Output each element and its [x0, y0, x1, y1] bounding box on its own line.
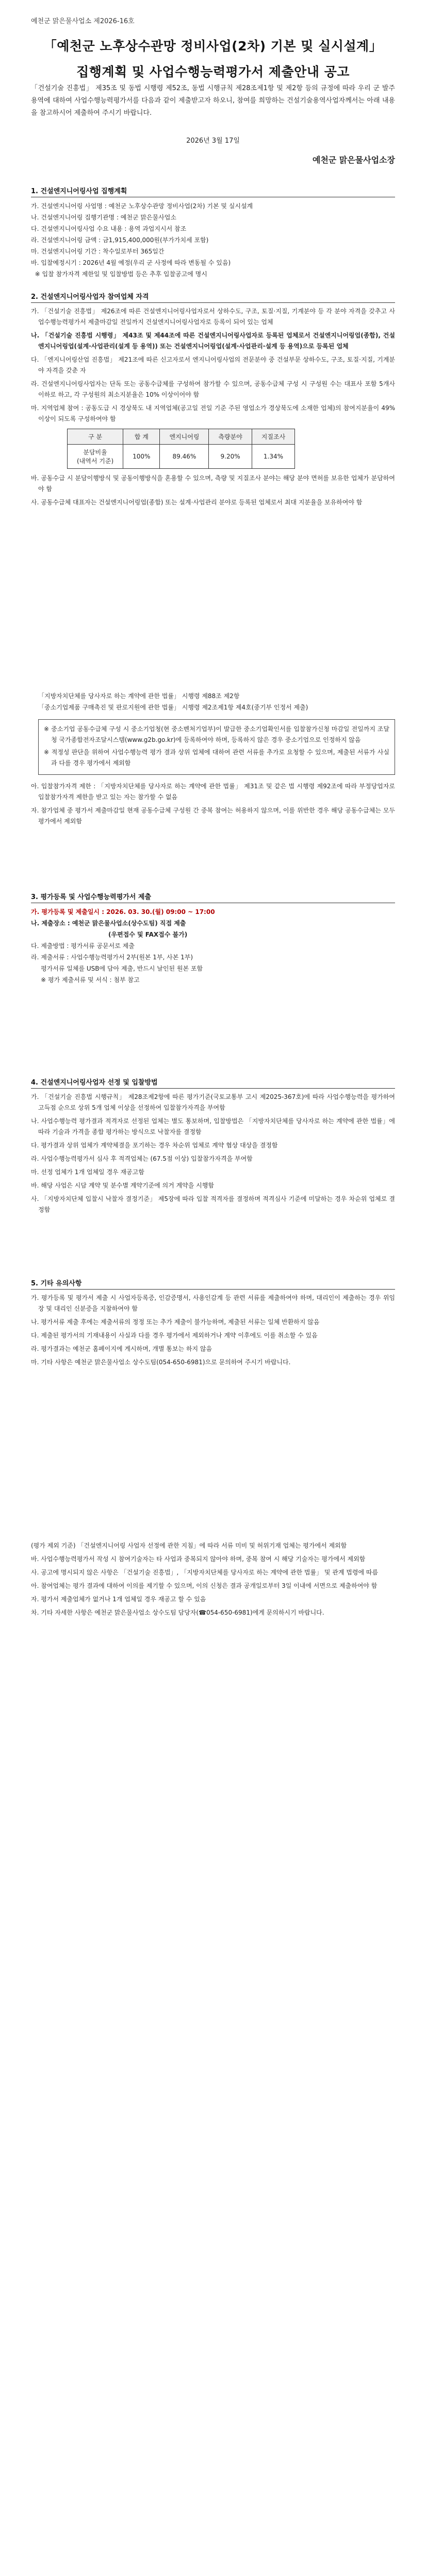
section-4-para: 라. 사업수행능력평가서 심사 후 적격업체는 (67.5점 이상) 입찰참가자격을 부여함	[31, 1155, 253, 1162]
section-1-title: 1. 건설엔지니어링사업 집행계획	[31, 185, 395, 197]
submission-note: (우편접수 및 FAX접수 불가)	[108, 931, 188, 938]
notes-block	[31, 690, 395, 829]
table-row	[68, 445, 295, 469]
section-3-title: 3. 평가등록 및 사업수행능력평가서 제출	[31, 891, 395, 903]
intro-paragraph: 「건설기술 진흥법」 제35조 및 동법 시행령 제52조, 동법 시행규칙 제28조제1항 및 제2항 등의 규정에 따라 우리 군 발주 용역에 대하여 사업수행능력평가서를 다음과 같이 제출받고자 하오니, 참여를 희망하는 건설기술용역사업자께서는 아래 내용을 참고하시어 제출하여 주시기 바랍니다.	[31, 84, 395, 117]
section-2-para: 나. 「건설기술 진흥법 시행령」 제43조 및 제44조에 따른 건설엔지니어링사업자로 등록된 업체로서 건설엔지니어링업(종합), 건설엔지니어링업(설계·사업관리(설계 등 용역)) 또는 건설엔지니어링업(설계·사업관리·설계 등 용역)으로 등록된 업체	[31, 332, 395, 350]
section-1-note: ※ 입찰 참가자격 제한일 및 입찰방법 등은 추후 입찰공고에 명시	[31, 270, 207, 278]
notice-date: 2026년 3월 17일	[186, 137, 240, 145]
section-1-item: 바. 입찰예정시기 : 2026년 4월 예정(우리 군 사정에 따라 변동될 수 있음)	[31, 259, 231, 266]
section-3	[31, 891, 395, 986]
section-3-item: 다. 제출방법 : 평가서류 공문서로 제출	[31, 942, 135, 950]
section-2-para: 다. 「엔지니어링산업 진흥법」 제21조에 따른 신고자로서 엔지니어링사업의 전문분야 중 건설부문 상하수도, 구조, 토질·지질, 기계분야 자격을 갖춘 자	[31, 356, 395, 374]
title-line-2: 집행계획 및 사업수행능력평가서 제출안내 공고	[76, 64, 350, 79]
section-4-title: 4. 건설엔지니어링사업자 선정 및 입찰방법	[31, 1077, 395, 1089]
section-3-item: 라. 제출서류 : 사업수행능력평가서 2부(원본 1부, 사본 1부)	[31, 954, 193, 961]
section-1-item: 나. 건설엔지니어링 집행기관명 : 예천군 맑은물사업소	[31, 214, 176, 221]
table-header: 구 분	[68, 429, 123, 445]
section-2-title: 2. 건설엔지니어링사업자 참여업체 자격	[31, 291, 395, 303]
section-5-para: 나. 평가서류 제출 후에는 제출서류의 정정 또는 추가 제출이 불가능하며, 제출된 서류는 일체 반환하지 않음	[31, 1318, 320, 1326]
submission-period: 가. 평가등록 및 제출일시 : 2026. 03. 30.(월) 09:00 ~ 17:00	[31, 908, 215, 916]
section-1-item: 가. 건설엔지니어링 사업명 : 예천군 노후상수관망 정비사업(2차) 기본 및 실시설계	[31, 202, 253, 210]
section-5-para: 아. 참여업체는 평가 결과에 대하여 이의를 제기할 수 있으며, 이의 신청은 결과 공개일로부터 3일 이내에 서면으로 제출하여야 함	[31, 1582, 378, 1589]
section-4-para: 가. 「건설기술 진흥법 시행규칙」 제28조제2항에 따른 평가기준(국토교통부 고시 제2025-367호)에 따라 사업수행능력을 평가하여 고득점 순으로 상위 5개 업체 이상을 선정하여 입찰참가자격을 부여함	[31, 1093, 395, 1111]
share-ratio-table	[67, 429, 295, 469]
issuer-name: 예천군 맑은물사업소장	[312, 155, 395, 165]
section-5-para: 가. 평가등록 및 평가서 제출 시 사업자등록증, 인감증명서, 사용인감계 등 관련 서류를 제출하여야 하며, 대리인이 제출하는 경우 위임장 및 대리인 신분증을 지참하여야 함	[31, 1294, 395, 1312]
section-1-item: 마. 건설엔지니어링 기간 : 착수일로부터 365일간	[31, 248, 165, 255]
section-1-item: 라. 건설엔지니어링 금액 : 금1,915,400,000원(부가가치세 포함)	[31, 236, 209, 244]
table-cell: 100%	[123, 445, 160, 469]
section-4	[31, 1077, 395, 1218]
section-1-item: 다. 건설엔지니어링사업 수요 내용 : 용역 과업지시서 참조	[31, 225, 187, 232]
section-3-item: 평가서류 일체를 USB에 담아 제출, 반드시 날인된 원본 포함	[31, 965, 203, 972]
section-2-para: 바. 공동수급 시 분담이행방식 및 공동이행방식을 혼용할 수 있으며, 측량 및 지질조사 분야는 해당 분야 면허를 보유한 업체가 분담하여야 함	[31, 474, 395, 493]
table-header: 지질조사	[252, 429, 294, 445]
section-4-para: 바. 해당 사업은 시담 계약 및 분수별 계약기준에 의거 계약을 시행함	[31, 1182, 214, 1189]
section-5-para: 바. 사업수행능력평가서 작성 시 참여기술자는 타 사업과 중복되지 않아야 하며, 중복 참여 시 해당 기술자는 평가에서 제외함	[31, 1555, 366, 1563]
box-note: ※ 적정성 판단을 위하여 사업수행능력 평가 결과 상위 업체에 대하여 관련 서류를 추가로 요청할 수 있으며, 제출된 서류가 사실과 다를 경우 평가에서 제외함	[44, 749, 389, 767]
title-line-1: 「예천군 노후상수관망 정비사업(2차) 기본 및 실시설계」	[43, 39, 383, 54]
section-4-para: 다. 평가결과 상위 업체가 계약체결을 포기하는 경우 차순위 업체로 계약 협상 대상을 결정함	[31, 1142, 278, 1149]
section-5-para: 라. 평가결과는 예천군 홈페이지에 게시하며, 개별 통보는 하지 않음	[31, 1345, 212, 1352]
table-cell: 분담비율 (내역서 기준)	[68, 445, 123, 469]
section-4-para: 나. 사업수행능력 평가결과 적격자로 선정된 업체는 별도 통보하며, 입찰방법은 「지방자치단체를 당사자로 하는 계약에 관한 법률」에 따라 기술과 가격을 종합 평가하는 방식으로 낙찰자를 결정함	[31, 1117, 395, 1136]
section-2	[31, 291, 395, 511]
section-5-para: 자. 평가서 제출업체가 없거나 1개 업체일 경우 재공고 할 수 있음	[31, 1596, 206, 1603]
section-2-para: 자. 참가업체 중 평가서 제출마감일 현재 공동수급체 구성원 간 중복 참여는 허용하지 않으며, 이를 위반한 경우 해당 공동수급체는 모두 평가에서 제외함	[31, 807, 395, 825]
section-5-para: (평가 제외 기준) 「건설엔지니어링 사업자 선정에 관한 지침」에 따라 서류 미비 및 허위기재 업체는 평가에서 제외함	[31, 1542, 347, 1549]
section-5-continued	[31, 1540, 395, 1621]
submission-place: 나. 제출장소 : 예천군 맑은물사업소(상수도팀) 직접 제출	[31, 920, 186, 927]
section-2-para: 사. 공동수급체 대표자는 건설엔지니어링업(종합) 또는 설계·사업관리 분야로 등록된 업체로서 최대 지분율을 보유하여야 함	[31, 499, 363, 506]
notice-box	[38, 719, 395, 775]
table-cell: 1.34%	[252, 445, 294, 469]
section-5-para: 마. 기타 사항은 예천군 맑은물사업소 상수도팀(054-650-6981)으로 문의하여 주시기 바랍니다.	[31, 1359, 291, 1366]
section-5-title: 5. 기타 유의사항	[31, 1278, 395, 1290]
table-header: 합 계	[123, 429, 160, 445]
section-4-para: 마. 선정 업체가 1개 업체일 경우 재공고함	[31, 1168, 144, 1176]
section-2-para: 아. 입찰참가자격 제한 : 「지방자치단체를 당사자로 하는 계약에 관한 법률」 제31조 및 같은 법 시행령 제92조에 따라 부정당업자로 입찰참가자격 제한을 받고 있는 자는 참가할 수 없음	[31, 783, 395, 801]
page-title	[31, 36, 395, 80]
box-note: ※ 중소기업 공동수급체 구성 시 중소기업청(현 중소벤처기업부)이 발급한 중소기업확인서를 입찰참가신청 마감일 전일까지 조달청 국가종합전자조달시스템(www.g2b.go.kr)에 등록하여야 하며, 등록하지 않은 경우 중소기업으로 인정하지 않음	[44, 725, 389, 743]
table-cell: 9.20%	[209, 445, 252, 469]
section-1	[31, 185, 395, 280]
section-3-item: ※ 평가 제출서류 및 서식 : 첨부 참고	[31, 976, 140, 984]
section-4-para: 사. 「지방자치단체 입찰시 낙찰자 결정기준」 제5장에 따라 입찰 적격자를 결정하며 적격심사 기준에 미달하는 경우 차순위 업체로 결정함	[31, 1195, 395, 1213]
section-5-para: 사. 공고에 명시되지 않은 사항은 「건설기술 진흥법」, 「지방자치단체를 당사자로 하는 계약에 관한 법률」 및 관계 법령에 따름	[31, 1569, 379, 1576]
law-reference: 「중소기업제품 구매촉진 및 판로지원에 관한 법률」 시행령 제2조제1항 제4호(중기부 인정서 제출)	[38, 704, 308, 711]
section-5-para: 차. 기타 자세한 사항은 예천군 맑은물사업소 상수도팀 담당자(☎054-650-6981)에게 문의하시기 바랍니다.	[31, 1609, 324, 1616]
section-2-para: 마. 지역업체 참여 : 공동도급 시 경상북도 내 지역업체(공고일 전일 기준 주된 영업소가 경상북도에 소재한 업체)의 참여지분율이 49% 이상이 되도록 구성하여야 함	[31, 404, 395, 422]
law-reference: 「지방자치단체를 당사자로 하는 계약에 관한 법률」 시행령 제88조 제2항	[38, 692, 240, 700]
section-5-para: 다. 제출된 평가서의 기재내용이 사실과 다를 경우 평가에서 제외하거나 계약 이후에도 이를 취소할 수 있음	[31, 1332, 318, 1339]
section-2-para: 가. 「건설기술 진흥법」 제26조에 따른 건설엔지니어링사업자로서 상하수도, 구조, 토질·지질, 기계분야 등 각 분야 자격을 갖추고 사업수행능력평가서 제출마감일 전일까지 건설엔지니어링사업자로 등록이 되어 있는 업체	[31, 308, 395, 326]
notice-number: 예천군 맑은물사업소 제2026-16호	[31, 18, 135, 25]
table-cell: 89.46%	[160, 445, 209, 469]
section-5	[31, 1278, 395, 1370]
section-2-para: 라. 건설엔지니어링사업자는 단독 또는 공동수급체를 구성하여 참가할 수 있으며, 공동수급체 구성 시 구성원 수는 대표사 포함 5개사 이하로 하고, 각 구성원의 최소지분율은 10% 이상이어야 함	[31, 380, 395, 398]
table-header: 엔지니어링	[160, 429, 209, 445]
table-header: 측량분야	[209, 429, 252, 445]
